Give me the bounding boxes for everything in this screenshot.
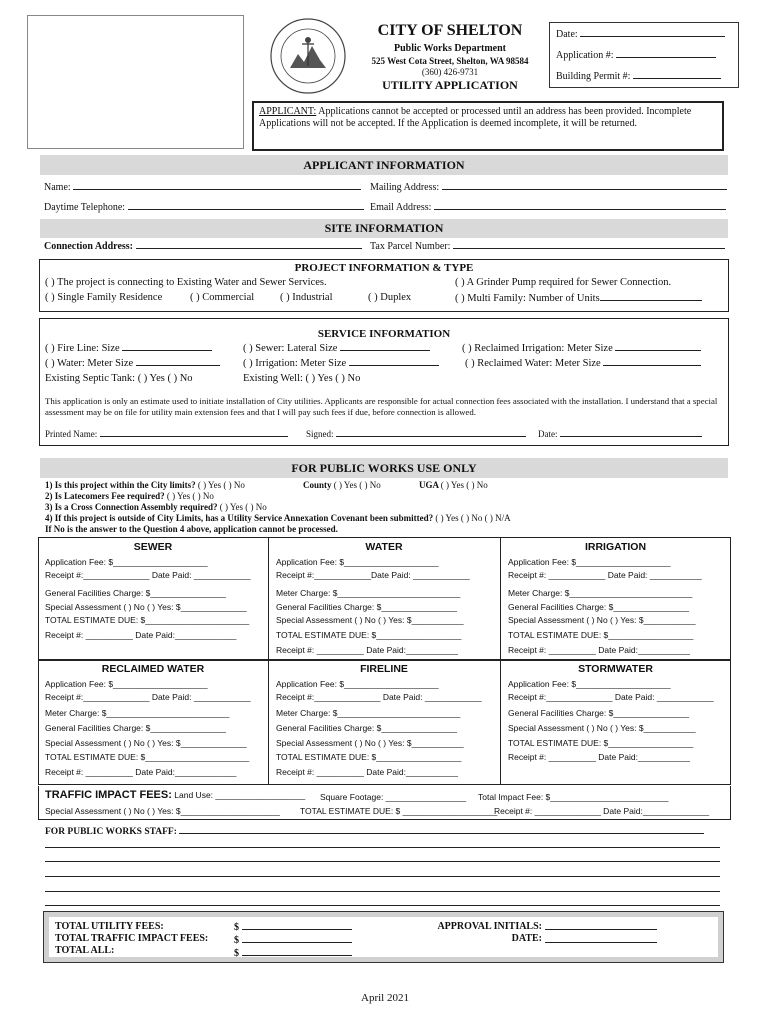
water-meter-charge[interactable]: Meter Charge: $__________________________ <box>276 588 461 598</box>
phone: (360) 426-9731 <box>421 67 479 77</box>
fireline-title: FIRELINE <box>360 663 408 675</box>
approval-initials-field[interactable] <box>545 921 657 930</box>
opt-multi-family[interactable]: ( ) Multi Family: Number of Units <box>455 293 600 304</box>
staff-note-line-1[interactable] <box>45 847 720 848</box>
water-receipt-2[interactable]: Receipt #: __________ Date Paid:___________ <box>276 645 458 655</box>
water-special-assessment[interactable]: Special Assessment ( ) No ( ) Yes: $___________ <box>276 615 464 625</box>
sewer-receipt-2[interactable]: Receipt #: __________ Date Paid:_____________ <box>45 630 237 640</box>
sewer-application-fee[interactable]: Application Fee: $____________________ <box>45 557 208 567</box>
applicant-notice <box>252 101 724 151</box>
irrigation-special-assessment[interactable]: Special Assessment ( ) No ( ) Yes: $___________ <box>508 615 696 625</box>
total-traffic-field[interactable] <box>242 934 352 943</box>
total-utility-field[interactable] <box>242 921 352 930</box>
project-heading: PROJECT INFORMATION & TYPE <box>294 262 474 274</box>
reclaimed-receipt[interactable]: Receipt #:______________ Date Paid: ____________ <box>45 692 251 702</box>
sewer-special-assessment[interactable]: Special Assessment ( ) No ( ) Yes: $______________ <box>45 602 247 612</box>
q2-options[interactable]: ( ) Yes ( ) No <box>166 491 214 501</box>
reclaimed-special-assessment[interactable]: Special Assessment ( ) No ( ) Yes: $______________ <box>45 738 247 748</box>
fire-line-size[interactable] <box>122 342 212 351</box>
opt-industrial[interactable]: ( ) Industrial <box>280 292 333 303</box>
county-label: County <box>303 480 332 490</box>
reclaimed-total[interactable]: TOTAL ESTIMATE DUE: $______________________ <box>45 752 250 762</box>
irrigation-title: IRRIGATION <box>584 541 647 553</box>
county-options[interactable]: ( ) Yes ( ) No <box>333 480 381 490</box>
staff-note-line-0[interactable] <box>179 825 704 834</box>
traffic-receipt[interactable]: Receipt #: ______________ Date Paid:______________ <box>494 806 710 816</box>
total-utility-dollar: $ <box>234 922 239 933</box>
opt-single-family[interactable]: ( ) Single Family Residence <box>45 292 163 303</box>
q1-text: 1) Is this project within the City limits? <box>45 480 196 490</box>
approval-date-label: DATE: <box>511 933 542 944</box>
total-traffic-label: TOTAL TRAFFIC IMPACT FEES: <box>55 933 209 944</box>
stormwater-receipt-2[interactable]: Receipt #: __________ Date Paid:___________ <box>508 752 690 762</box>
fireline-receipt[interactable]: Receipt #:______________ Date Paid: ____________ <box>276 692 482 702</box>
opt-grinder-pump[interactable]: ( ) A Grinder Pump required for Sewer Connection. <box>455 277 672 288</box>
fireline-meter-charge[interactable]: Meter Charge: $__________________________ <box>276 708 461 718</box>
q2-text: 2) Is Latecomers Fee required? <box>45 491 165 501</box>
city-seal <box>268 16 348 96</box>
stormwater-application-fee[interactable]: Application Fee: $____________________ <box>508 679 671 689</box>
reclaimed-application-fee[interactable]: Application Fee: $____________________ <box>45 679 208 689</box>
traffic-land-use[interactable]: Land Use: ___________________ <box>174 790 306 800</box>
traffic-label: TRAFFIC IMPACT FEES: <box>45 789 172 801</box>
reclaimed-meter-charge[interactable]: Meter Charge: $__________________________ <box>45 708 230 718</box>
name-field[interactable] <box>73 181 361 190</box>
site-heading: SITE INFORMATION <box>40 219 728 238</box>
traffic-special-assessment[interactable]: Special Assessment ( ) No ( ) Yes: $_____________________ <box>45 806 280 816</box>
date-label: Date: <box>556 29 578 40</box>
staff-label: FOR PUBLIC WORKS STAFF: <box>45 827 177 837</box>
fireline-special-assessment[interactable]: Special Assessment ( ) No ( ) Yes: $___________ <box>276 738 464 748</box>
irrigation-option[interactable]: ( ) Irrigation: Meter Size <box>243 358 347 369</box>
building-permit-field[interactable] <box>633 70 721 79</box>
septic-tank-option[interactable]: Existing Septic Tank: ( ) Yes ( ) No <box>45 373 193 384</box>
fireline-application-fee[interactable]: Application Fee: $____________________ <box>276 679 439 689</box>
traffic-total-impact[interactable]: Total Impact Fee: $_________________________ <box>478 792 669 802</box>
printed-name-label: Printed Name: <box>45 429 98 439</box>
application-number-label: Application #: <box>556 50 614 61</box>
stormwater-title: STORMWATER <box>578 663 653 675</box>
address: 525 West Cota Street, Shelton, WA 98584 <box>371 56 529 66</box>
water-receipt[interactable]: Receipt #:____________Date Paid: ____________ <box>276 570 470 580</box>
reclaimed-gfc[interactable]: General Facilities Charge: $________________ <box>45 723 226 733</box>
opt-existing-services[interactable]: ( ) The project is connecting to Existing Water and Sewer Services. <box>45 277 327 288</box>
fireline-gfc[interactable]: General Facilities Charge: $________________ <box>276 723 457 733</box>
application-number-field[interactable] <box>616 49 716 58</box>
staff-note-line-5[interactable] <box>45 905 720 906</box>
q3-text: 3) Is a Cross Connection Assembly required? <box>45 502 218 512</box>
fireline-total[interactable]: TOTAL ESTIMATE DUE: $__________________ <box>276 752 462 762</box>
approval-initials-label: APPROVAL INITIALS: <box>437 921 542 932</box>
water-total[interactable]: TOTAL ESTIMATE DUE: $__________________ <box>276 630 462 640</box>
sewer-lateral-size[interactable] <box>340 342 430 351</box>
office-box <box>549 22 739 88</box>
existing-well-option[interactable]: Existing Well: ( ) Yes ( ) No <box>243 373 361 384</box>
mailing-address-label: Mailing Address: <box>370 182 440 193</box>
tax-parcel-label: Tax Parcel Number: <box>370 241 451 252</box>
irrigation-total[interactable]: TOTAL ESTIMATE DUE: $__________________ <box>508 630 694 640</box>
reclaimed-water-option[interactable]: ( ) Reclaimed Water: Meter Size <box>465 358 601 369</box>
department: Public Works Department <box>393 43 507 54</box>
sewer-option[interactable]: ( ) Sewer: Lateral Size <box>243 343 338 354</box>
water-title: WATER <box>365 541 403 553</box>
uga-label: UGA <box>419 480 439 490</box>
sewer-total[interactable]: TOTAL ESTIMATE DUE: $______________________ <box>45 615 250 625</box>
water-application-fee[interactable]: Application Fee: $____________________ <box>276 557 439 567</box>
form-title: UTILITY APPLICATION <box>382 78 518 92</box>
public-works-heading: FOR PUBLIC WORKS USE ONLY <box>40 458 728 478</box>
fire-line-option[interactable]: ( ) Fire Line: Size <box>45 343 120 354</box>
notice-text: Applications cannot be accepted or processed until an address has been provided. Incomplete Applications will not be accepted. If the Application is deemed incomplete, it will be returned. <box>259 106 692 129</box>
signed-label: Signed: <box>306 429 334 439</box>
irrigation-meter-charge[interactable]: Meter Charge: $__________________________ <box>508 588 693 598</box>
reclaimed-receipt-2[interactable]: Receipt #: __________ Date Paid:_____________ <box>45 767 237 777</box>
q3-options[interactable]: ( ) Yes ( ) No <box>219 502 267 512</box>
traffic-total-due[interactable]: TOTAL ESTIMATE DUE: $ ____________________ <box>300 806 498 816</box>
sign-date-field[interactable] <box>560 428 702 437</box>
total-all-dollar: $ <box>234 948 239 959</box>
q4-options[interactable]: ( ) Yes ( ) No ( ) N/A <box>435 513 511 523</box>
email-label: Email Address: <box>370 202 432 213</box>
traffic-square-footage[interactable]: Square Footage: _________________ <box>320 792 467 802</box>
water-option[interactable]: ( ) Water: Meter Size <box>45 358 134 369</box>
sign-date-label: Date: <box>538 429 558 439</box>
stormwater-gfc[interactable]: General Facilities Charge: $________________ <box>508 708 689 718</box>
logo-box <box>27 15 244 149</box>
mailing-address-field[interactable] <box>442 181 727 190</box>
service-heading: SERVICE INFORMATION <box>317 328 451 340</box>
fireline-receipt-2[interactable]: Receipt #: __________ Date Paid:___________ <box>276 767 458 777</box>
total-traffic-dollar: $ <box>234 935 239 946</box>
building-permit-label: Building Permit #: <box>556 71 631 82</box>
connection-address-field[interactable] <box>136 240 362 249</box>
connection-address-label: Connection Address: <box>44 241 133 252</box>
reclaimed-irrigation-option[interactable]: ( ) Reclaimed Irrigation: Meter Size <box>462 343 613 354</box>
q4-text: 4) If this project is outside of City Limits, has a Utility Service Annexation Covenant been submitted? <box>45 513 434 523</box>
staff-note-line-2[interactable] <box>45 861 720 862</box>
irrigation-receipt[interactable]: Receipt #: ____________ Date Paid: ___________ <box>508 570 702 580</box>
units-field[interactable] <box>600 292 702 301</box>
city-name: CITY OF SHELTON <box>377 22 523 39</box>
q1-options[interactable]: ( ) Yes ( ) No <box>197 480 245 490</box>
opt-duplex[interactable]: ( ) Duplex <box>368 292 412 303</box>
name-label: Name: <box>44 182 71 193</box>
total-utility-label: TOTAL UTILITY FEES: <box>55 921 164 932</box>
irrigation-meter-size[interactable] <box>349 357 439 366</box>
reclaimed-water-size[interactable] <box>603 357 701 366</box>
staff-note-line-3[interactable] <box>45 876 720 877</box>
revision-date: April 2021 <box>361 992 409 1004</box>
uga-options[interactable]: ( ) Yes ( ) No <box>440 480 488 490</box>
sewer-receipt[interactable]: Receipt #:______________ Date Paid: ____________ <box>45 570 251 580</box>
irrigation-application-fee[interactable]: Application Fee: $____________________ <box>508 557 671 567</box>
irrigation-gfc[interactable]: General Facilities Charge: $________________ <box>508 602 689 612</box>
stormwater-receipt[interactable]: Receipt #:______________ Date Paid: ____________ <box>508 692 714 702</box>
stormwater-special-assessment[interactable]: Special Assessment ( ) No ( ) Yes: $___________ <box>508 723 696 733</box>
signature-field[interactable] <box>336 428 526 437</box>
applicant-heading: APPLICANT INFORMATION <box>40 155 728 175</box>
sewer-gfc[interactable]: General Facilities Charge: $________________ <box>45 588 226 598</box>
printed-name-field[interactable] <box>100 428 288 437</box>
total-all-label: TOTAL ALL: <box>55 945 115 956</box>
tax-parcel-field[interactable] <box>453 240 725 249</box>
email-field[interactable] <box>434 201 726 210</box>
opt-commercial[interactable]: ( ) Commercial <box>190 292 255 303</box>
water-meter-size[interactable] <box>136 357 220 366</box>
estimate-note: This application is only an estimate used to initiate installation of City utilities. Applicants are responsible for actual connection fees associated with the installation. I understand that a special assessment may be on file for utility main extension fees and that I will pay such fees if due, before connection is allowed. <box>45 396 718 417</box>
date-field[interactable] <box>580 28 725 37</box>
total-all-field[interactable] <box>242 947 352 956</box>
irrigation-receipt-2[interactable]: Receipt #: __________ Date Paid:___________ <box>508 645 690 655</box>
telephone-field[interactable] <box>128 201 364 210</box>
sewer-title: SEWER <box>133 541 173 553</box>
reclaimed-irrigation-size[interactable] <box>615 342 701 351</box>
reclaimed-title: RECLAIMED WATER <box>101 663 205 675</box>
approval-date-field[interactable] <box>545 934 657 943</box>
q4-note: If No is the answer to the Question 4 above, application cannot be processed. <box>45 524 338 534</box>
telephone-label: Daytime Telephone: <box>44 202 126 213</box>
notice-lead: APPLICANT: <box>259 106 317 117</box>
staff-note-line-4[interactable] <box>45 891 720 892</box>
water-gfc[interactable]: General Facilities Charge: $________________ <box>276 602 457 612</box>
stormwater-total[interactable]: TOTAL ESTIMATE DUE: $__________________ <box>508 738 694 748</box>
